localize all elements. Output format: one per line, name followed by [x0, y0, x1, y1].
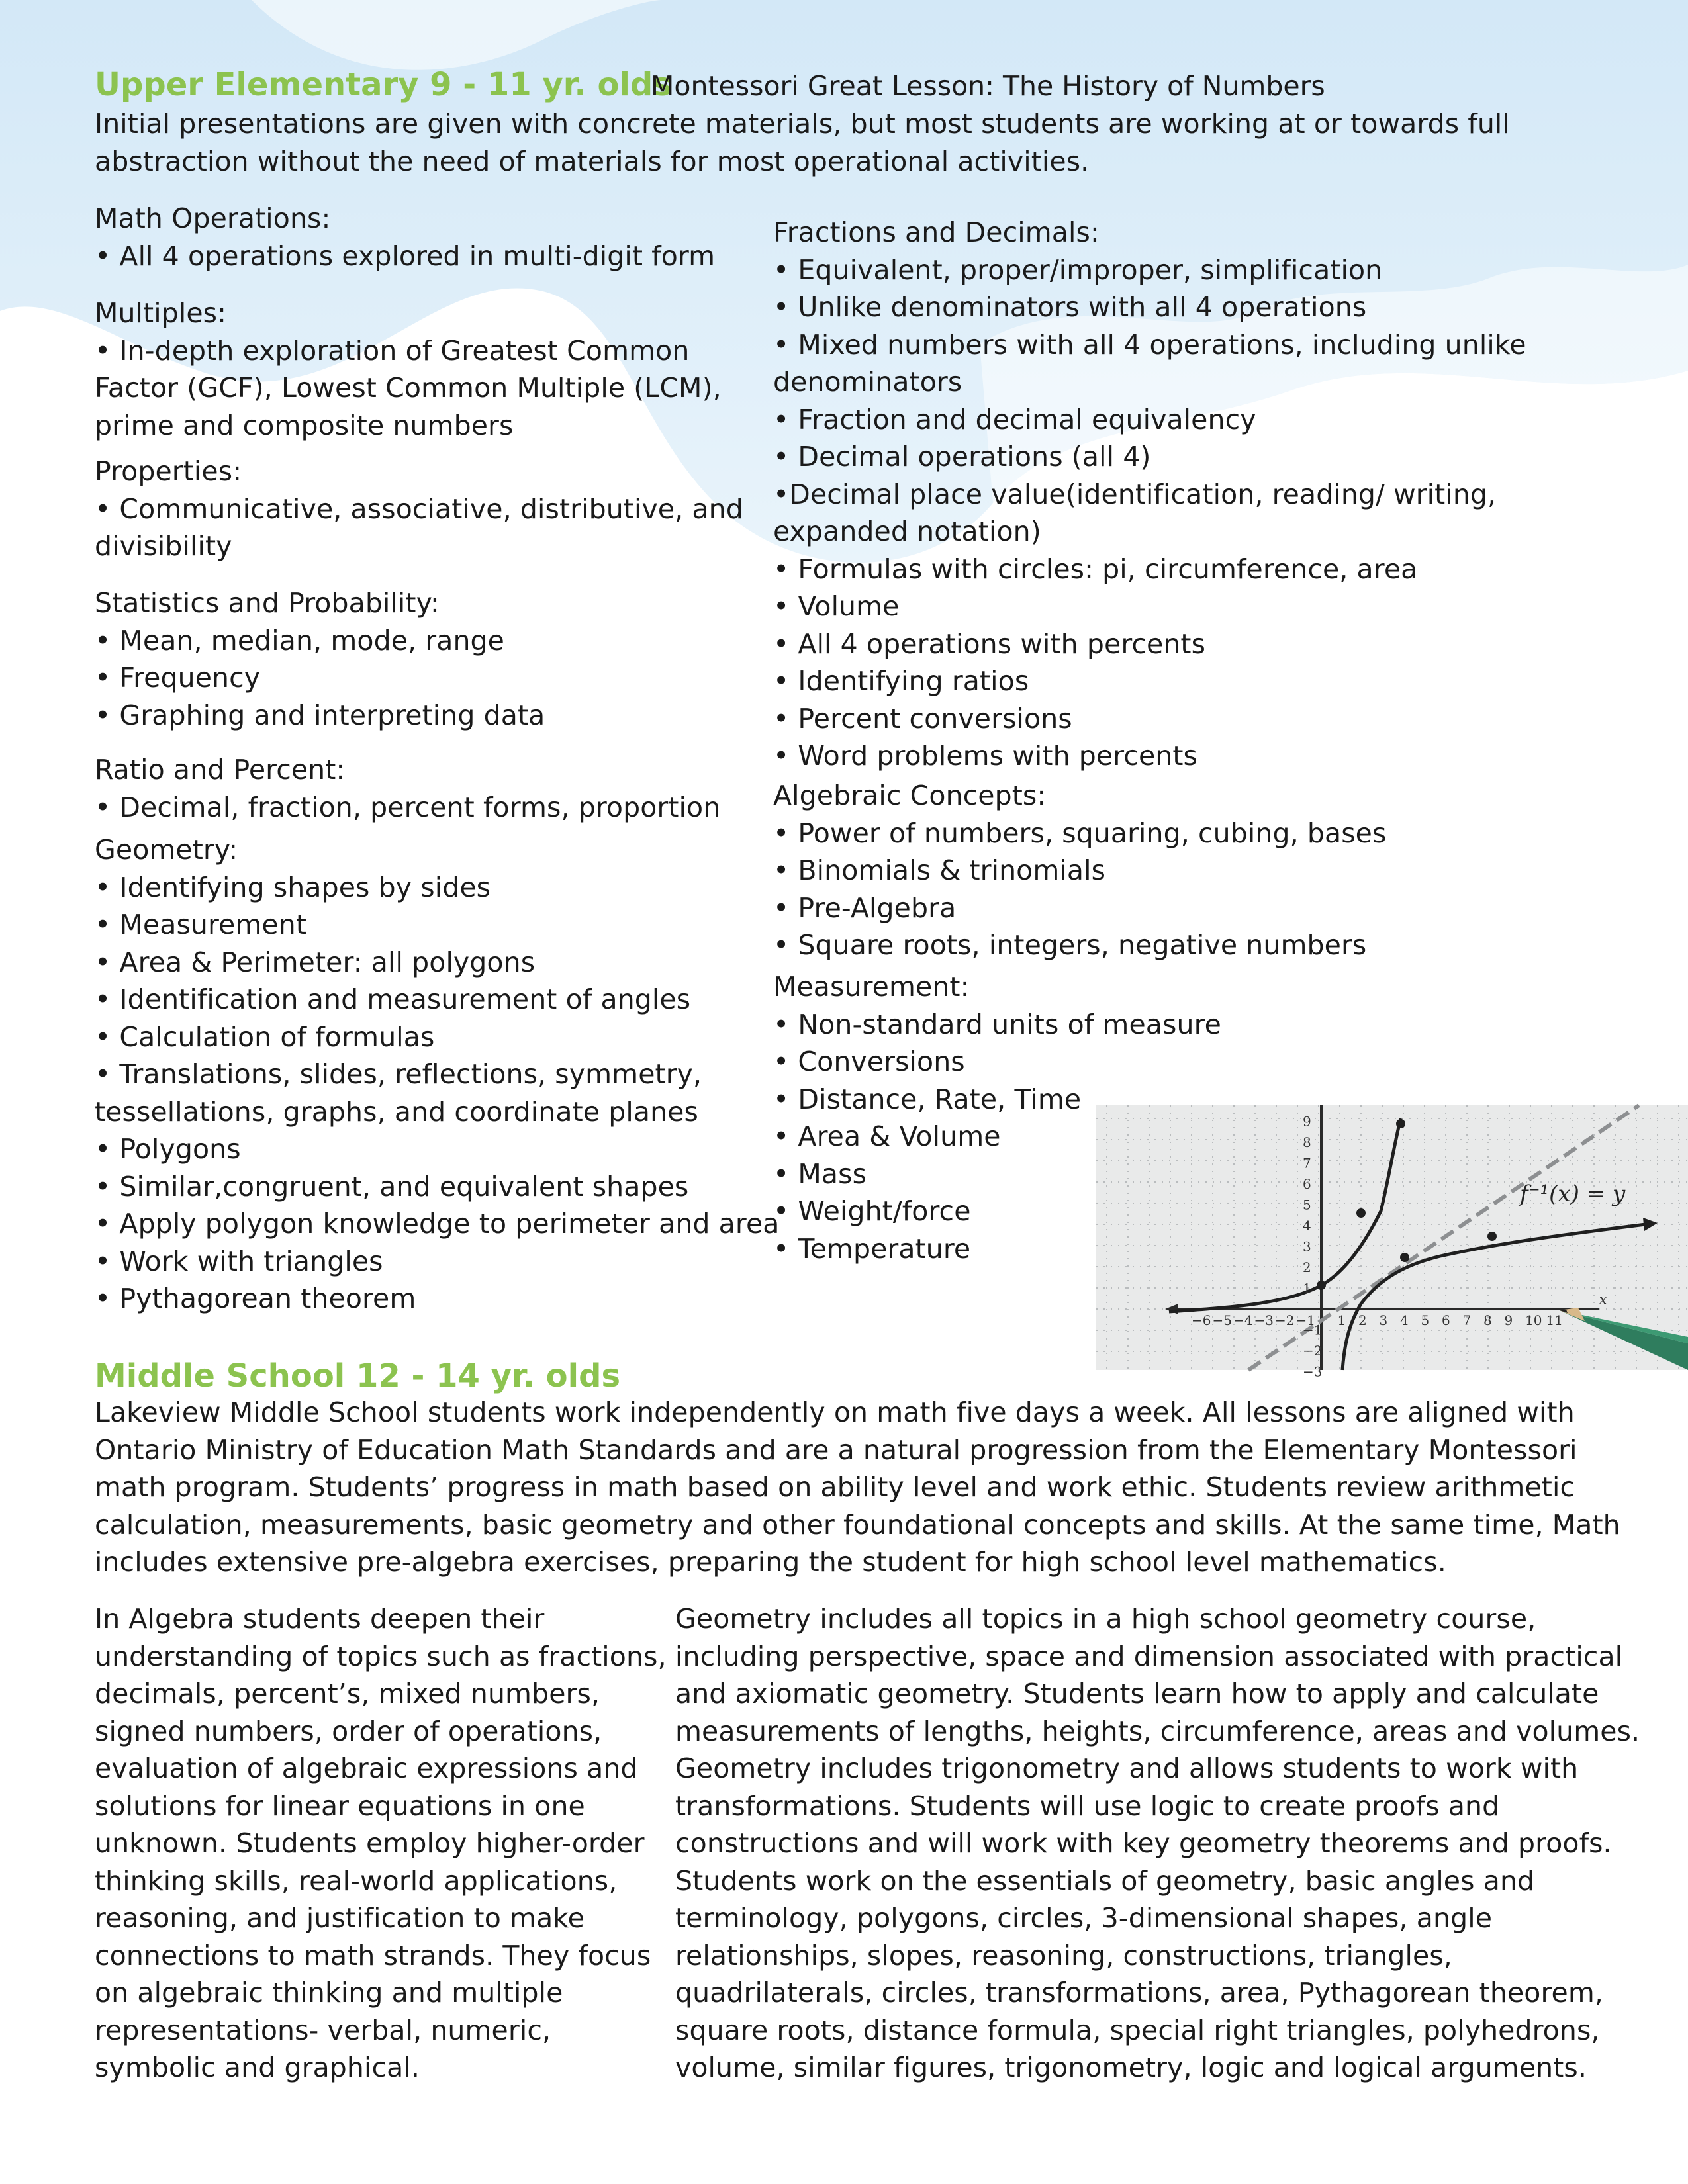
list-item: • All 4 operations with percents: [773, 625, 1526, 663]
upper-intro: [95, 105, 1510, 180]
list-item: • Communicative, associative, distributive, and: [95, 492, 743, 525]
paragraph-line: connections to math strands. They focus: [95, 1939, 651, 1972]
function-label: f⁻¹(x) = y: [1520, 1181, 1626, 1207]
y-tick-label: 8: [1303, 1134, 1311, 1150]
paragraph-line: understanding of topics such as fractions,: [95, 1640, 667, 1672]
list-item-continuation: divisibility: [95, 530, 232, 562]
y-tick-label: 5: [1303, 1197, 1311, 1213]
paragraph-line: representations- verbal, numeric,: [95, 2014, 551, 2046]
geometry-section: [95, 831, 780, 1318]
paragraph-line: on algebraic thinking and multiple: [95, 1977, 563, 2009]
multiples-heading: Multiples:: [95, 297, 227, 329]
statistics-heading: Statistics and Probability:: [95, 587, 440, 619]
intro-line: Ontario Ministry of Education Math Standards and are a natural progression from the Elementary Montessori: [95, 1433, 1577, 1466]
x-tick-label: 4: [1400, 1312, 1409, 1328]
y-tick-label: −3: [1303, 1363, 1323, 1380]
paragraph-line: and axiomatic geometry. Students learn how to apply and calculate: [675, 1678, 1599, 1709]
list-item: •Decimal place value(identification, reading/ writing,: [773, 478, 1497, 510]
list-item: • Identification and measurement of angles: [95, 981, 780, 1019]
x-tick-label: 5: [1421, 1312, 1430, 1328]
paragraph-line: measurements of lengths, heights, circumference, areas and volumes.: [675, 1715, 1640, 1747]
paragraph-line: constructions and will work with key geometry theorems and proofs.: [675, 1827, 1612, 1859]
y-tick-label: 3: [1303, 1238, 1311, 1255]
list-item: • Identifying ratios: [773, 662, 1526, 700]
x-tick-label: −3: [1254, 1312, 1274, 1328]
list-item: • Area & Perimeter: all polygons: [95, 944, 780, 981]
geometry-heading: Geometry:: [95, 834, 238, 866]
list-item: • Work with triangles: [95, 1243, 780, 1281]
list-item: • Mean, median, mode, range: [95, 622, 545, 660]
list-item: • Unlike denominators with all 4 operations: [773, 289, 1526, 326]
list-item: • In-depth exploration of Greatest Common: [95, 334, 690, 367]
list-item: • Frequency: [95, 659, 545, 697]
x-tick-label: 6: [1442, 1312, 1450, 1328]
function-graph-photo: [1096, 1105, 1688, 1380]
curve-point: [1317, 1281, 1326, 1290]
intro-line: Lakeview Middle School students work independently on math five days a week. All lessons are aligned with: [95, 1396, 1575, 1428]
x-tick-label: 8: [1483, 1312, 1492, 1328]
paragraph-line: evaluation of algebraic expressions and: [95, 1752, 638, 1784]
paragraph-line: volume, similar figures, trigonometry, logic and logical arguments.: [675, 2052, 1587, 2083]
paragraph-line: unknown. Students employ higher-order: [95, 1827, 645, 1859]
list-item: • Temperature: [773, 1230, 1221, 1268]
statistics-section: [95, 584, 545, 734]
list-item: • Equivalent, proper/improper, simplification: [773, 251, 1526, 289]
fractions-heading: Fractions and Decimals:: [773, 216, 1100, 248]
x-tick-label: 2: [1358, 1312, 1367, 1328]
x-tick-label: −5: [1212, 1312, 1232, 1328]
paragraph-line: square roots, distance formula, special right triangles, polyhedrons,: [675, 2014, 1600, 2046]
list-item: • Binomials & trinomials: [773, 852, 1386, 889]
paragraph-line: transformations. Students will use logic to create proofs and: [675, 1790, 1500, 1822]
intro-line: math program. Students’ progress in math based on ability level and work ethic. Students review arithmetic: [95, 1471, 1575, 1503]
list-item: • Decimal operations (all 4): [773, 438, 1526, 476]
paragraph-line: Geometry includes all topics in a high school geometry course,: [675, 1603, 1536, 1635]
list-item: • Power of numbers, squaring, cubing, bases: [773, 815, 1386, 852]
list-item-continuation: expanded notation): [773, 516, 1041, 547]
math-operations-section: [95, 200, 715, 275]
paragraph-line: quadrilaterals, circles, transformations, area, Pythagorean theorem,: [675, 1977, 1604, 2009]
curve-point: [1356, 1208, 1366, 1218]
list-item: • Decimal, fraction, percent forms, proportion: [95, 789, 720, 827]
measurement-heading: Measurement:: [773, 971, 970, 1003]
paragraph-line: Geometry includes trigonometry and allows students to work with: [675, 1752, 1579, 1784]
curve-point: [1400, 1253, 1409, 1262]
list-item: • All 4 operations explored in multi-digit form: [95, 238, 715, 275]
y-tick-label: 1: [1303, 1280, 1311, 1297]
list-item-continuation: Factor (GCF), Lowest Common Multiple (LCM),: [95, 372, 722, 404]
list-item: • Non-standard units of measure: [773, 1006, 1221, 1044]
list-item: • Measurement: [95, 906, 780, 944]
paragraph-line: terminology, polygons, circles, 3-dimensional shapes, angle: [675, 1902, 1493, 1934]
list-item: • Mixed numbers with all 4 operations, including unlike: [773, 328, 1526, 361]
paragraph-line: symbolic and graphical.: [95, 2052, 420, 2083]
list-item-continuation: tessellations, graphs, and coordinate planes: [95, 1095, 698, 1128]
list-item: • Similar,congruent, and equivalent shapes: [95, 1168, 780, 1206]
y-tick-label: 2: [1303, 1259, 1311, 1275]
list-item: • Apply polygon knowledge to perimeter and area: [95, 1205, 780, 1243]
list-item: • Pythagorean theorem: [95, 1280, 780, 1318]
list-item: • Percent conversions: [773, 700, 1526, 738]
paragraph-line: signed numbers, order of operations,: [95, 1715, 602, 1747]
upper-elementary-title: Upper Elementary 9 - 11 yr. olds: [95, 66, 672, 103]
list-item: • Fraction and decimal equivalency: [773, 401, 1526, 439]
great-lesson-title: Montessori Great Lesson: The History of Numbers: [651, 70, 1325, 102]
intro-line: calculation, measurements, basic geometry and other foundational concepts and skills. At the same time, Math: [95, 1508, 1620, 1541]
list-item: • Identifying shapes by sides: [95, 869, 780, 907]
y-tick-label: 9: [1303, 1113, 1311, 1130]
math-operations-heading: Math Operations:: [95, 203, 331, 234]
ratio-heading: Ratio and Percent:: [95, 754, 346, 786]
x-tick-label: 10: [1525, 1312, 1542, 1328]
list-item-continuation: denominators: [773, 366, 962, 398]
list-item: • Word problems with percents: [773, 737, 1526, 775]
list-item: • Conversions: [773, 1043, 1221, 1081]
x-tick-label: 3: [1379, 1312, 1388, 1328]
paragraph-line: decimals, percent’s, mixed numbers,: [95, 1678, 600, 1709]
x-tick-label: −6: [1192, 1312, 1211, 1328]
list-item: • Polygons: [95, 1130, 780, 1168]
paragraph-line: including perspective, space and dimension associated with practical: [675, 1640, 1623, 1672]
y-tick-label: 4: [1303, 1218, 1311, 1234]
intro-line: includes extensive pre-algebra exercises, preparing the student for high school level mathematics.: [95, 1546, 1446, 1578]
x-tick-label: −1: [1295, 1312, 1315, 1328]
paragraph-line: relationships, slopes, reasoning, constructions, triangles,: [675, 1939, 1452, 1972]
multiples-section: [95, 295, 722, 444]
paragraph-line: reasoning, and justification to make: [95, 1902, 585, 1934]
middle-school-title: Middle School 12 - 14 yr. olds: [95, 1357, 621, 1394]
curve-point: [1396, 1119, 1405, 1128]
upper-intro-line-2: abstraction without the need of materials for most operational activities.: [95, 145, 1090, 177]
x-tick-label: 11: [1546, 1312, 1563, 1328]
x-axis-label: x: [1599, 1291, 1607, 1307]
properties-section: [95, 453, 743, 565]
list-item: • Mass: [773, 1156, 1221, 1193]
list-item-continuation: prime and composite numbers: [95, 409, 514, 441]
y-tick-label: 6: [1303, 1176, 1311, 1192]
algebraic-heading: Algebraic Concepts:: [773, 780, 1047, 811]
y-tick-label: −1: [1303, 1322, 1323, 1338]
x-tick-label: −4: [1233, 1312, 1253, 1328]
list-item: • Weight/force: [773, 1193, 1221, 1230]
algebraic-section: [773, 777, 1386, 964]
list-item: • Formulas with circles: pi, circumference, area: [773, 551, 1526, 588]
list-item: • Pre-Algebra: [773, 889, 1386, 927]
fractions-section: [773, 214, 1526, 775]
x-tick-label: −2: [1275, 1312, 1295, 1328]
list-item: • Area & Volume: [773, 1118, 1221, 1156]
list-item: • Calculation of formulas: [95, 1019, 780, 1056]
list-item: • Volume: [773, 588, 1526, 625]
ratio-section: [95, 751, 720, 826]
paragraph-line: Students work on the essentials of geometry, basic angles and: [675, 1864, 1535, 1897]
paragraph-line: In Algebra students deepen their: [95, 1603, 545, 1635]
geometry-paragraph: [675, 1600, 1640, 2087]
x-tick-label: 9: [1504, 1312, 1513, 1328]
y-tick-label: 7: [1303, 1155, 1311, 1171]
algebra-paragraph: [95, 1600, 667, 2087]
list-item: • Square roots, integers, negative numbers: [773, 927, 1386, 964]
paragraph-line: thinking skills, real-world applications,: [95, 1864, 618, 1897]
properties-heading: Properties:: [95, 455, 242, 487]
curve-point: [1487, 1232, 1497, 1241]
x-tick-label: 7: [1462, 1312, 1472, 1328]
middle-school-intro: [95, 1394, 1620, 1581]
y-tick-label: −2: [1303, 1343, 1323, 1359]
paragraph-line: solutions for linear equations in one: [95, 1790, 585, 1822]
list-item: • Distance, Rate, Time: [773, 1081, 1221, 1118]
x-tick-label: 1: [1337, 1312, 1346, 1328]
list-item: • Translations, slides, reflections, symmetry,: [95, 1058, 702, 1090]
list-item: • Graphing and interpreting data: [95, 697, 545, 735]
upper-intro-line-1: Initial presentations are given with concrete materials, but most students are working at or towards full: [95, 108, 1510, 140]
